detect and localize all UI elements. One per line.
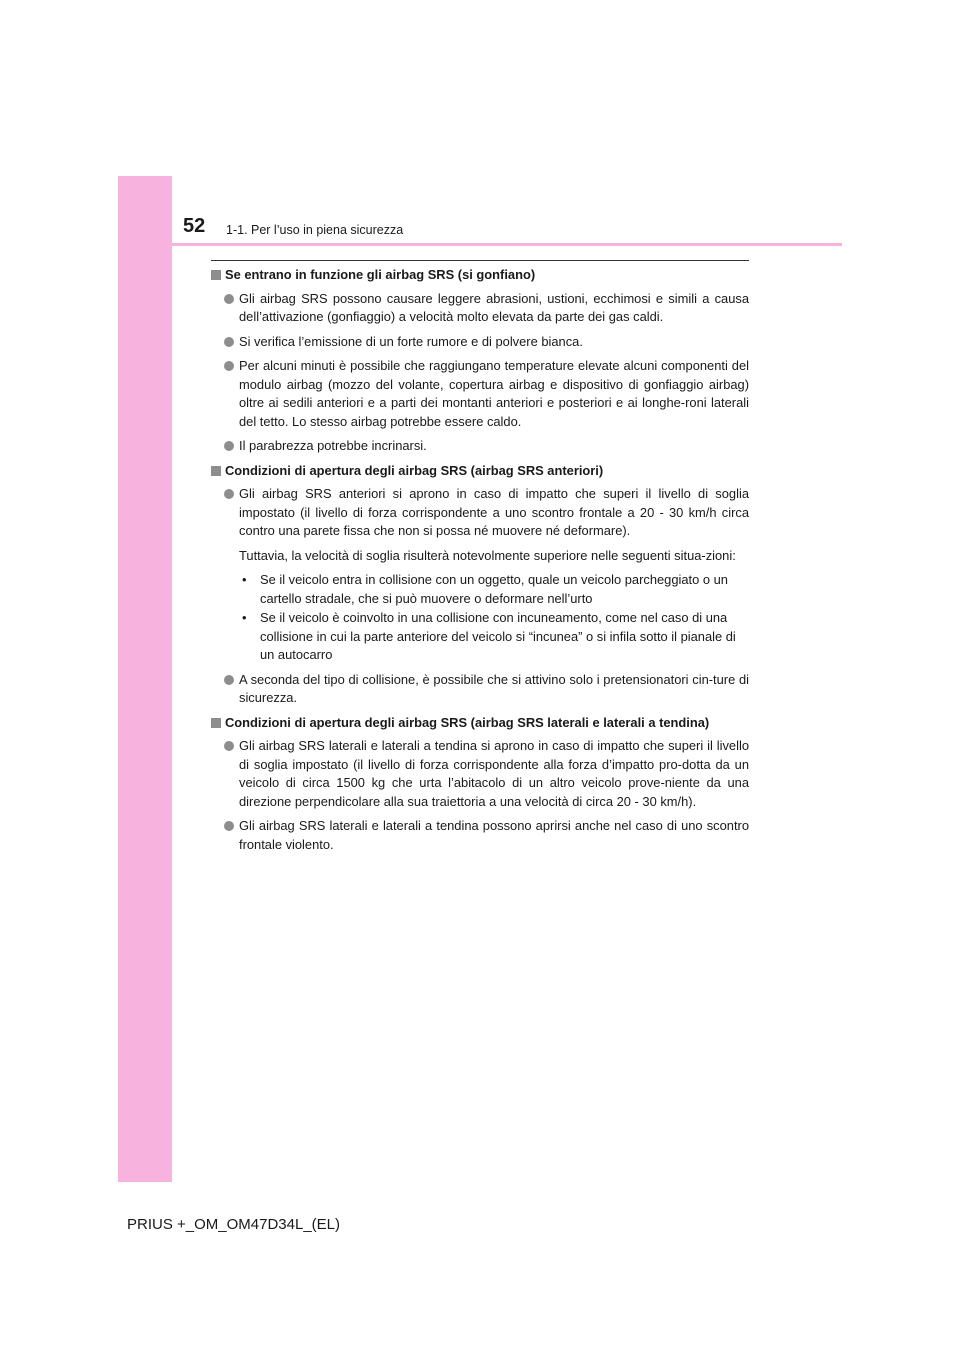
- document-code: PRIUS +_OM_OM47D34L_(EL): [127, 1216, 341, 1233]
- list-item-text: Gli airbag SRS anteriori si aprono in caso di impatto che superi il livello di soglia impostato (il livello di forza corrispondente a uno scontro frontale a 20 - 30 km/h circa contro una parete fissa che non si possa né muovere né deformare).: [239, 486, 749, 538]
- circle-bullet-icon: [224, 361, 234, 371]
- section-heading-text: Condizioni di apertura degli airbag SRS (airbag SRS anteriori): [225, 462, 604, 478]
- list-item: [211, 737, 749, 811]
- circle-bullet-icon: [224, 294, 234, 304]
- list-item: [211, 817, 749, 854]
- sub-list-item-text: Se il veicolo è coinvolto in una collisione con incuneamento, come nel caso di una collisione in cui la parte anteriore del veicolo si “incunea” o si infila sotto il pianale di un autocarro: [260, 610, 736, 662]
- list-item: [211, 485, 749, 541]
- list-item: [211, 437, 749, 456]
- list-item-text: Per alcuni minuti è possibile che raggiungano temperature elevate alcuni componenti del modulo airbag (mozzo del volante, copertura airbag e dispositivo di gonfiaggio airbag) oltre ai sedili anteriori e a parti dei montanti anteriori e posteriori e ai longhe-roni laterali del tetto. Lo stesso airbag potrebbe essere caldo.: [239, 358, 749, 429]
- paragraph: Tuttavia, la velocità di soglia risulterà notevolmente superiore nelle seguenti situa-zioni:: [239, 547, 736, 563]
- circle-bullet-icon: [224, 675, 234, 685]
- list-item: [211, 333, 749, 352]
- sub-bullet-marker: •: [242, 610, 247, 625]
- sub-bullet-marker: •: [242, 572, 247, 587]
- page-number: 52: [183, 215, 206, 237]
- section-title: 1-1. Per l’uso in piena sicurezza: [226, 223, 404, 237]
- list-item: [211, 357, 749, 431]
- circle-bullet-icon: [224, 337, 234, 347]
- sub-list-item: [211, 571, 749, 608]
- circle-bullet-icon: [224, 741, 234, 751]
- circle-bullet-icon: [224, 821, 234, 831]
- square-bullet-icon: [211, 466, 221, 476]
- list-item-text: Il parabrezza potrebbe incrinarsi.: [239, 438, 427, 453]
- list-item: [211, 671, 749, 708]
- circle-bullet-icon: [224, 441, 234, 451]
- section-heading: [211, 462, 749, 481]
- sub-list-item-text: Se il veicolo entra in collisione con un oggetto, quale un veicolo parcheggiato o un cartello stradale, che si può muovere o deformare nell’urto: [260, 572, 728, 606]
- section-heading-text: Se entrano in funzione gli airbag SRS (si gonfiano): [225, 267, 536, 282]
- square-bullet-icon: [211, 270, 221, 280]
- list-item-text: A seconda del tipo di collisione, è possibile che si attivino solo i pretensionatori cin-ture di sicurezza.: [239, 671, 749, 705]
- sub-list-item: [211, 609, 749, 665]
- section-heading-text: Condizioni di apertura degli airbag SRS (airbag SRS laterali e laterali a tendina): [225, 714, 710, 730]
- content-body: [211, 266, 749, 860]
- section-heading: [211, 266, 749, 285]
- list-item-text: Gli airbag SRS possono causare leggere abrasioni, ustioni, ecchimosi e simili a causa dell’attivazione (gonfiaggio) a velocità molto elevata da parte dei gas caldi.: [239, 290, 749, 324]
- side-thumb-band: [118, 176, 172, 1182]
- section-heading: [211, 714, 749, 733]
- list-item: [211, 290, 749, 327]
- list-item-text: Gli airbag SRS laterali e laterali a tendina possono aprirsi anche nel caso di uno scontro frontale violento.: [239, 818, 749, 852]
- header-rule: [118, 243, 842, 246]
- content-divider: [211, 260, 749, 261]
- circle-bullet-icon: [224, 489, 234, 499]
- list-item-text: Gli airbag SRS laterali e laterali a tendina si aprono in caso di impatto che superi il livello di soglia impostato (il livello di forza corrispondente alla forza d’impatto pro-dotta da un veicolo di circa 1500 kg che urta l’abitacolo di un altro veicolo prove-niente da una direzione perpendicolare alla sua traiettoria a una velocità di circa 20 - 30 km/h).: [239, 738, 749, 809]
- list-item-text: Si verifica l’emissione di un forte rumore e di polvere bianca.: [239, 333, 583, 349]
- square-bullet-icon: [211, 718, 221, 728]
